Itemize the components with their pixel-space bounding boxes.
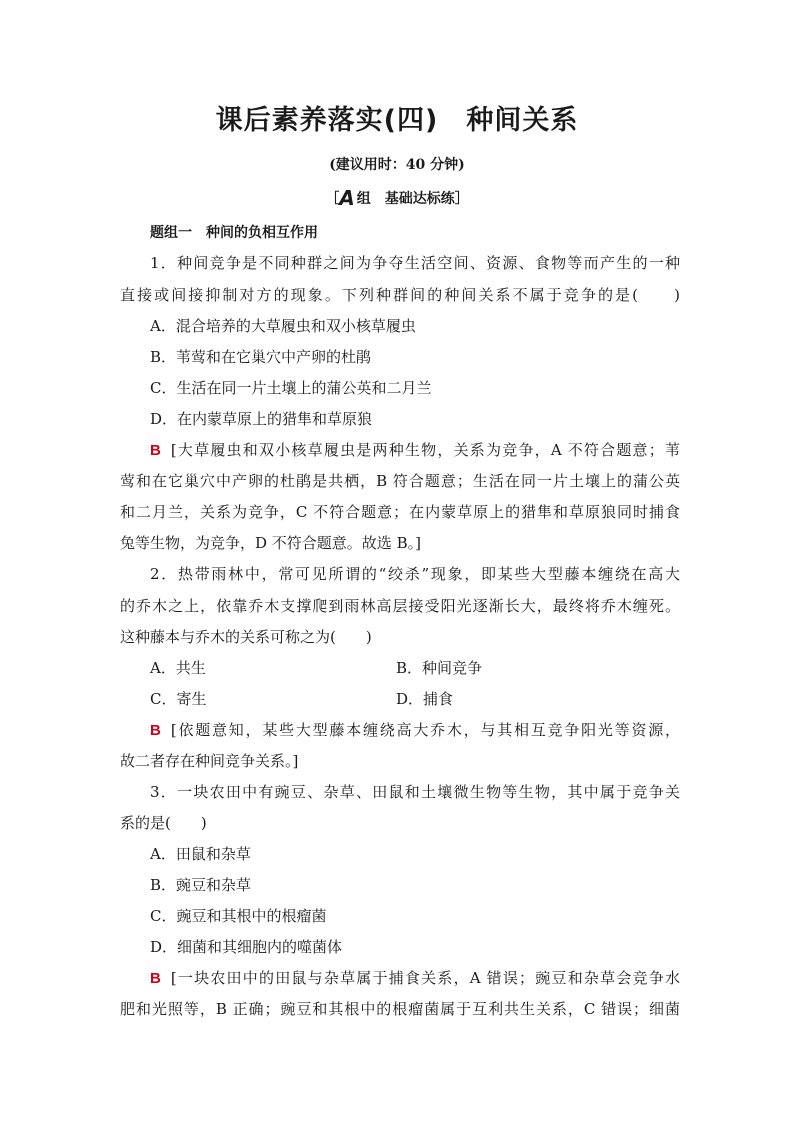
suggested-time: (建议用时：40 分钟) bbox=[329, 157, 465, 173]
answer-1-line-3: 和二月兰，关系为竞争，C 不符合题意；在内蒙草原上的猎隼和草原狼同时捕食 bbox=[120, 503, 680, 521]
answer-2-letter: B bbox=[150, 722, 161, 739]
question-2-line-2: 的乔木之上，依靠乔木支撑爬到雨林高层接受阳光逐渐长大，最终将乔木缠死。 bbox=[120, 597, 680, 615]
answer-3-text: [一块农田中的田鼠与杂草属于捕食关系，A 错误；豌豆和杂草会竞争水 bbox=[170, 969, 680, 987]
question-1-option-a: A．混合培养的大草履虫和双小核草履虫 bbox=[150, 317, 416, 335]
answer-2-line-2: 故二者存在种间竞争关系。] bbox=[120, 752, 299, 770]
group-heading bbox=[0, 186, 794, 210]
answer-1-letter: B bbox=[150, 442, 161, 459]
question-3-option-d: D．细菌和其细胞内的噬菌体 bbox=[150, 938, 343, 956]
question-1-line-1: 1．种间竞争是不同种群之间为争夺生活空间、资源、食物等而产生的一种 bbox=[150, 254, 680, 272]
question-2-line-3: 这种藤本与乔木的关系可称之为( ) bbox=[120, 628, 372, 646]
group-label: 组 基础达标练 bbox=[356, 191, 455, 207]
question-3-line-2: 系的是( ) bbox=[120, 814, 207, 832]
answer-3-line-1 bbox=[150, 968, 680, 989]
page-title: 课后素养落实(四) 种间关系 bbox=[215, 105, 579, 136]
answer-3-line-2: 肥和光照等，B 正确；豌豆和其根中的根瘤菌属于互利共生关系，C 错误；细菌 bbox=[120, 1000, 680, 1018]
question-1-line-2: 直接或间接抑制对方的现象。下列种群间的种间关系不属于竞争的是( ) bbox=[120, 286, 680, 304]
group-letter: A bbox=[339, 186, 355, 210]
answer-1-text: [大草履虫和双小核草履虫是两种生物，关系为竞争，A 不符合题意；苇 bbox=[170, 441, 680, 459]
question-2-line-1: 2．热带雨林中，常可见所谓的“绞杀”现象，即某些大型藤本缠绕在高大 bbox=[150, 565, 680, 583]
question-2-option-b: B．种间竞争 bbox=[396, 659, 483, 677]
answer-1-line-1 bbox=[150, 440, 680, 461]
question-2-option-a: A．共生 bbox=[150, 659, 206, 677]
question-3-line-1: 3．一块农田中有豌豆、杂草、田鼠和土壤微生物等生物，其中属于竞争关 bbox=[150, 783, 680, 801]
answer-2-line-1 bbox=[150, 720, 680, 741]
answer-1-line-2: 莺和在它巢穴中产卵的杜鹃是共栖，B 符合题意；生活在同一片土壤上的蒲公英 bbox=[120, 472, 680, 490]
question-2-option-d: D．捕食 bbox=[396, 690, 454, 708]
question-3-option-a: A．田鼠和杂草 bbox=[150, 845, 251, 863]
question-3-option-c: C．豌豆和其根中的根瘤菌 bbox=[150, 907, 327, 925]
answer-1-line-4: 兔等生物，为竞争，D 不符合题意。故选 B。] bbox=[120, 534, 421, 552]
question-1-option-b: B．苇莺和在它巢穴中产卵的杜鹃 bbox=[150, 348, 372, 366]
question-1-option-c: C．生活在同一片土壤上的蒲公英和二月兰 bbox=[150, 379, 432, 397]
section-heading: 题组一 种间的负相互作用 bbox=[150, 225, 318, 241]
answer-2-text: [依题意知，某些大型藤本缠绕高大乔木，与其相互竞争阳光等资源， bbox=[170, 721, 680, 739]
question-3-option-b: B．豌豆和杂草 bbox=[150, 876, 252, 894]
group-bracket-open: ［ bbox=[325, 191, 340, 207]
question-2-option-c: C．寄生 bbox=[150, 690, 207, 708]
question-1-option-d: D．在内蒙草原上的猎隼和草原狼 bbox=[150, 410, 373, 428]
group-bracket-close: ］ bbox=[454, 191, 469, 207]
answer-3-letter: B bbox=[150, 970, 161, 987]
